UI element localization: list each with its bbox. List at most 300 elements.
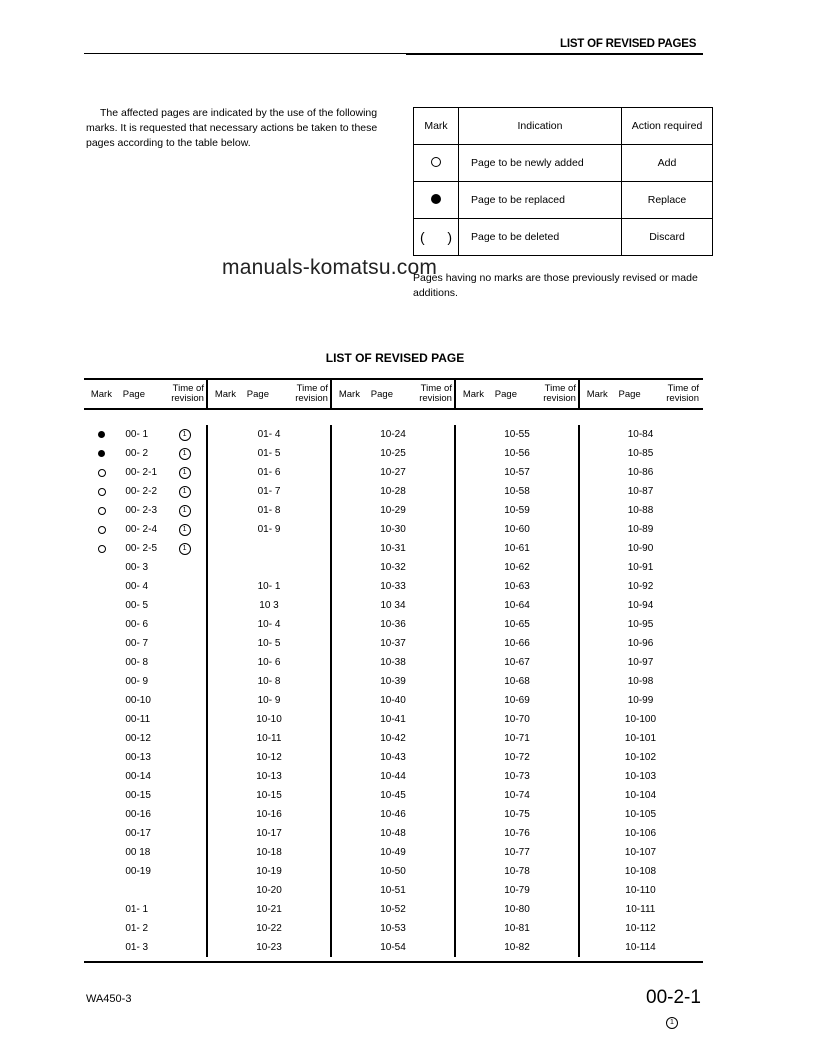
row-page: 10-114: [625, 942, 656, 953]
row-time-of-revision: [167, 448, 206, 460]
row-page: 00-11: [125, 714, 151, 725]
column-group: [84, 425, 208, 957]
column-group: [456, 425, 580, 957]
row-page: 10-16: [256, 809, 282, 820]
table-row: [208, 767, 330, 786]
table-row: [208, 482, 330, 501]
legend-header-action: Action required: [622, 108, 713, 145]
legend-row-add: [414, 145, 713, 182]
row-mark: [84, 488, 119, 496]
header-page: Page: [370, 388, 393, 400]
table-row: [580, 824, 701, 843]
legend-header-indication: Indication: [459, 108, 622, 145]
table-row: [456, 501, 578, 520]
row-page: 00-19: [125, 866, 151, 877]
filled-circle-icon: [431, 194, 441, 204]
table-row: [580, 900, 701, 919]
row-page: 01- 7: [257, 486, 281, 497]
open-circle-icon: [98, 488, 106, 496]
row-page: 10-77: [504, 847, 530, 858]
row-page: 00- 2-4: [125, 524, 158, 535]
open-circle-icon: [98, 507, 106, 515]
intro-text: The affected pages are indicated by the use of the following marks. It is requested that necessary actions be taken to these pages according to the table below.: [86, 107, 378, 149]
table-row: [580, 539, 701, 558]
revised-pages-table: [84, 378, 703, 963]
header-time-line2: revision: [543, 393, 576, 404]
page-header-title: LIST OF REVISED PAGES: [560, 38, 697, 50]
row-page: 00- 7: [125, 638, 149, 649]
header-rule-thick: [406, 53, 703, 55]
table-row: [456, 824, 578, 843]
table-row: [580, 482, 701, 501]
row-page: 01- 1: [125, 904, 149, 915]
table-row: [332, 767, 454, 786]
row-page: 10-75: [504, 809, 530, 820]
table-row: [332, 843, 454, 862]
table-row: [84, 539, 206, 558]
row-page: 00-17: [125, 828, 151, 839]
row-time-of-revision: [167, 429, 206, 441]
row-page: 10-90: [627, 543, 654, 554]
table-row: [332, 862, 454, 881]
table-row: [456, 900, 578, 919]
header-mark: Mark: [338, 388, 360, 400]
table-row: [208, 596, 330, 615]
row-page: 10-19: [256, 866, 282, 877]
row-page: 10-70: [504, 714, 530, 725]
row-page: 10-42: [380, 733, 406, 744]
table-row: [208, 501, 330, 520]
table-row: [84, 501, 206, 520]
row-page: 10-21: [256, 904, 282, 915]
table-row: [84, 729, 206, 748]
table-row: [456, 482, 578, 501]
footer-model: WA450-3: [86, 993, 132, 1005]
row-time-of-revision: [167, 505, 206, 517]
row-page: 01- 2: [125, 923, 149, 934]
row-mark: [84, 431, 119, 438]
table-row: [208, 862, 330, 881]
row-page: 10-112: [625, 923, 656, 934]
row-page: 10-71: [504, 733, 530, 744]
table-row: [332, 577, 454, 596]
table-row: [84, 748, 206, 767]
legend-action: Replace: [622, 182, 713, 219]
watermark: manuals-komatsu.com: [222, 256, 438, 279]
table-row: [580, 501, 701, 520]
row-page: 10-91: [627, 562, 654, 573]
header-time-line1: Time of: [172, 383, 204, 394]
column-group: [208, 425, 332, 957]
table-row: [456, 463, 578, 482]
table-row: [84, 938, 206, 957]
row-page: 10-39: [380, 676, 406, 687]
table-row: [84, 862, 206, 881]
table-row: [456, 843, 578, 862]
table-row: [332, 710, 454, 729]
row-page: 10-82: [504, 942, 530, 953]
table-row: [332, 558, 454, 577]
row-page: 10-64: [504, 600, 530, 611]
table-row: [332, 824, 454, 843]
header-mark: Mark: [462, 388, 484, 400]
table-row: [580, 710, 701, 729]
table-row: [580, 805, 701, 824]
revision-circle-icon: 1: [179, 524, 191, 536]
row-mark: [84, 507, 119, 515]
table-row: [456, 520, 578, 539]
legend-action: Add: [622, 145, 713, 182]
table-row: [84, 558, 206, 577]
row-page: 10-74: [504, 790, 530, 801]
row-page: 10-31: [380, 543, 406, 554]
row-mark: [84, 450, 119, 457]
header-time-of-revision: [287, 384, 330, 404]
row-page: 00-13: [125, 752, 151, 763]
row-page: 01- 9: [257, 524, 281, 535]
table-row: [456, 425, 578, 444]
header-time-line2: revision: [295, 393, 328, 404]
row-mark: [84, 526, 119, 534]
row-page: 10-63: [504, 581, 530, 592]
paren-left: (: [420, 229, 425, 245]
table-row: [456, 710, 578, 729]
table-row: [580, 558, 701, 577]
row-page: 10-41: [380, 714, 406, 725]
row-page: 10- 6: [257, 657, 281, 668]
row-page: 10-72: [504, 752, 530, 763]
table-row: [208, 653, 330, 672]
table-row: [456, 615, 578, 634]
row-page: 10-60: [504, 524, 530, 535]
table-row: [580, 444, 701, 463]
legend-header-mark: Mark: [414, 108, 459, 145]
row-page: 00- 2-5: [125, 543, 158, 554]
table-row: [456, 558, 578, 577]
row-page: 00-12: [125, 733, 151, 744]
open-circle-icon: [431, 157, 441, 167]
table-row: [84, 805, 206, 824]
table-row: [580, 463, 701, 482]
row-page: 10- 5: [257, 638, 281, 649]
revision-circle-icon: 1: [179, 467, 191, 479]
row-page: 00-14: [125, 771, 151, 782]
legend-action: Discard: [622, 219, 713, 256]
row-page: 01- 3: [125, 942, 149, 953]
row-page: 10-85: [627, 448, 654, 459]
row-page: 10-18: [256, 847, 282, 858]
row-page: 10-32: [380, 562, 406, 573]
table-row: [84, 482, 206, 501]
table-row: [208, 748, 330, 767]
row-page: 10-108: [624, 866, 657, 877]
legend-indication: Page to be newly added: [459, 145, 622, 182]
header-mark: Mark: [214, 388, 236, 400]
row-page: 01- 8: [257, 505, 281, 516]
row-page: 10-98: [627, 676, 654, 687]
table-row: [456, 881, 578, 900]
row-page: 10-84: [627, 429, 654, 440]
table-row: [580, 577, 701, 596]
row-page: 10-68: [504, 676, 530, 687]
row-page: 00- 5: [125, 600, 149, 611]
header-group: [208, 380, 332, 408]
table-row: [332, 881, 454, 900]
table-row: [208, 805, 330, 824]
list-title: LIST OF REVISED PAGE: [325, 351, 465, 365]
row-page: 10-67: [504, 657, 530, 668]
table-row: [456, 729, 578, 748]
table-row: [456, 862, 578, 881]
row-page: 10-99: [627, 695, 654, 706]
row-page: 00- 9: [125, 676, 149, 687]
table-row: [84, 577, 206, 596]
legend-indication: Page to be deleted: [459, 219, 622, 256]
row-page: 10-50: [380, 866, 406, 877]
row-page: 10-102: [624, 752, 657, 763]
table-row: [208, 843, 330, 862]
row-page: 00- 4: [125, 581, 149, 592]
row-page: 00-10: [125, 695, 151, 706]
intro-paragraph: [86, 106, 386, 151]
row-page: 10-110: [625, 885, 656, 896]
paren-right: ): [447, 229, 452, 245]
revision-circle-icon: 1: [179, 429, 191, 441]
header-mark: Mark: [586, 388, 608, 400]
table-row: [580, 748, 701, 767]
table-row: [332, 596, 454, 615]
table-row: [580, 786, 701, 805]
row-page: 10-55: [504, 429, 530, 440]
table-row: [84, 596, 206, 615]
row-page: 10-54: [380, 942, 406, 953]
table-row: [456, 653, 578, 672]
table-row: [332, 919, 454, 938]
row-page: 10-51: [380, 885, 406, 896]
parentheses-icon: [414, 229, 458, 245]
table-row: [332, 425, 454, 444]
table-row: [332, 938, 454, 957]
row-page: 10-46: [380, 809, 406, 820]
row-page: 10-30: [380, 524, 406, 535]
row-page: 10-22: [256, 923, 282, 934]
table-row: [208, 558, 330, 577]
table-row: [84, 843, 206, 862]
table-row: [84, 900, 206, 919]
table-row: [332, 653, 454, 672]
row-page: 10-96: [627, 638, 654, 649]
row-page: 10- 1: [257, 581, 281, 592]
table-row: [208, 634, 330, 653]
header-time-line1: Time of: [420, 383, 452, 394]
row-page: 10-94: [627, 600, 654, 611]
row-page: 10-92: [627, 581, 654, 592]
header-page: Page: [122, 388, 145, 400]
row-page: 10-87: [627, 486, 654, 497]
table-row: [208, 577, 330, 596]
row-page: 10-62: [504, 562, 530, 573]
row-page: 00- 2-2: [125, 486, 158, 497]
table-row: [208, 615, 330, 634]
table-row: [208, 672, 330, 691]
row-page: 00-15: [125, 790, 151, 801]
table-row: [208, 520, 330, 539]
table-row: [580, 691, 701, 710]
row-page: 10-100: [624, 714, 657, 725]
table-row: [456, 444, 578, 463]
row-page: 01- 4: [257, 429, 281, 440]
revision-circle-icon: 1: [179, 486, 191, 498]
row-page: 00-16: [125, 809, 151, 820]
row-page: 10-53: [380, 923, 406, 934]
table-row: [332, 520, 454, 539]
table-row: [84, 824, 206, 843]
row-page: 10-106: [624, 828, 657, 839]
table-row: [456, 577, 578, 596]
table-row: [580, 425, 701, 444]
row-page: 01- 5: [257, 448, 281, 459]
row-page: 01- 6: [257, 467, 281, 478]
table-row: [84, 463, 206, 482]
row-page: 10-79: [504, 885, 530, 896]
table-row: [580, 729, 701, 748]
table-row: [208, 425, 330, 444]
open-circle-icon: [98, 545, 106, 553]
row-page: 00- 3: [125, 562, 149, 573]
table-row: [580, 653, 701, 672]
row-time-of-revision: [167, 486, 206, 498]
row-page: 10-86: [627, 467, 654, 478]
row-page: 10-95: [627, 619, 654, 630]
table-row: [208, 444, 330, 463]
table-row: [456, 767, 578, 786]
row-page: 10-111: [625, 904, 656, 915]
row-page: 10-17: [256, 828, 282, 839]
row-page: 10-33: [380, 581, 406, 592]
open-circle-icon: [98, 469, 106, 477]
table-row: [332, 634, 454, 653]
footer-revision: [666, 1011, 678, 1029]
row-page: 10-73: [504, 771, 530, 782]
row-page: 10-24: [380, 429, 406, 440]
header-time-of-revision: [411, 384, 454, 404]
column-group: [580, 425, 701, 957]
row-page: 10-49: [380, 847, 406, 858]
table-row: [84, 653, 206, 672]
row-page: 10-27: [380, 467, 406, 478]
row-page: 10-61: [504, 543, 530, 554]
table-row: [84, 444, 206, 463]
row-page: 10 3: [259, 600, 279, 611]
open-circle-icon: [98, 526, 106, 534]
row-time-of-revision: [167, 467, 206, 479]
row-page: 10-28: [380, 486, 406, 497]
table-row: [332, 729, 454, 748]
row-page: 10-37: [380, 638, 406, 649]
table-row: [208, 786, 330, 805]
row-page: 10-97: [627, 657, 654, 668]
row-page: 10-88: [627, 505, 654, 516]
table-row: [456, 691, 578, 710]
revision-circle-icon: 1: [179, 448, 191, 460]
row-page: 10- 8: [257, 676, 281, 687]
table-row: [580, 881, 701, 900]
row-page: 10-76: [504, 828, 530, 839]
header-page: Page: [494, 388, 517, 400]
row-mark: [84, 469, 119, 477]
row-page: 10-12: [256, 752, 282, 763]
table-row: [456, 672, 578, 691]
row-page: 10- 9: [257, 695, 281, 706]
row-page: 10-44: [380, 771, 406, 782]
table-row: [84, 634, 206, 653]
row-page: 10-45: [380, 790, 406, 801]
header-time-of-revision: [535, 384, 578, 404]
row-page: 00- 8: [125, 657, 149, 668]
table-row: [456, 634, 578, 653]
table-row: [332, 615, 454, 634]
row-page: 10-11: [256, 733, 282, 744]
row-page: 10-52: [380, 904, 406, 915]
table-row: [332, 748, 454, 767]
table-row: [84, 786, 206, 805]
row-page: 00- 1: [125, 429, 149, 440]
table-row: [332, 482, 454, 501]
row-page: 10-89: [627, 524, 654, 535]
table-row: [580, 634, 701, 653]
row-page: 10-78: [504, 866, 530, 877]
row-page: 10-10: [256, 714, 282, 725]
header-group: [456, 380, 580, 408]
table-row: [332, 444, 454, 463]
table-row: [332, 900, 454, 919]
table-row: [580, 938, 701, 957]
revision-circle-icon: 1: [179, 505, 191, 517]
column-group: [332, 425, 456, 957]
row-page: 10-20: [256, 885, 282, 896]
row-page: 00- 2-3: [125, 505, 158, 516]
legend-row-replace: [414, 182, 713, 219]
header-time-line1: Time of: [667, 383, 699, 394]
marks-legend-table: [413, 107, 713, 256]
footer-page-number: 00-2-1: [646, 987, 701, 1008]
table-row: [580, 919, 701, 938]
table-row: [84, 881, 206, 900]
row-page: 00- 2: [125, 448, 149, 459]
table-row: [84, 672, 206, 691]
table-row: [332, 463, 454, 482]
table-row: [84, 919, 206, 938]
table-row: [84, 767, 206, 786]
table-row: [332, 805, 454, 824]
row-mark: [84, 545, 119, 553]
row-page: 10-25: [380, 448, 406, 459]
filled-circle-icon: [98, 431, 105, 438]
row-page: 10-15: [256, 790, 282, 801]
row-page: 10-59: [504, 505, 530, 516]
table-row: [208, 463, 330, 482]
row-page: 10-103: [624, 771, 657, 782]
table-row: [456, 805, 578, 824]
row-page: 10- 4: [257, 619, 281, 630]
legend-note: Pages having no marks are those previously revised or made additions.: [413, 272, 698, 299]
legend-row-discard: [414, 219, 713, 256]
header-mark: Mark: [90, 388, 112, 400]
table-row: [208, 824, 330, 843]
table-row: [208, 938, 330, 957]
table-row: [332, 786, 454, 805]
table-row: [84, 615, 206, 634]
